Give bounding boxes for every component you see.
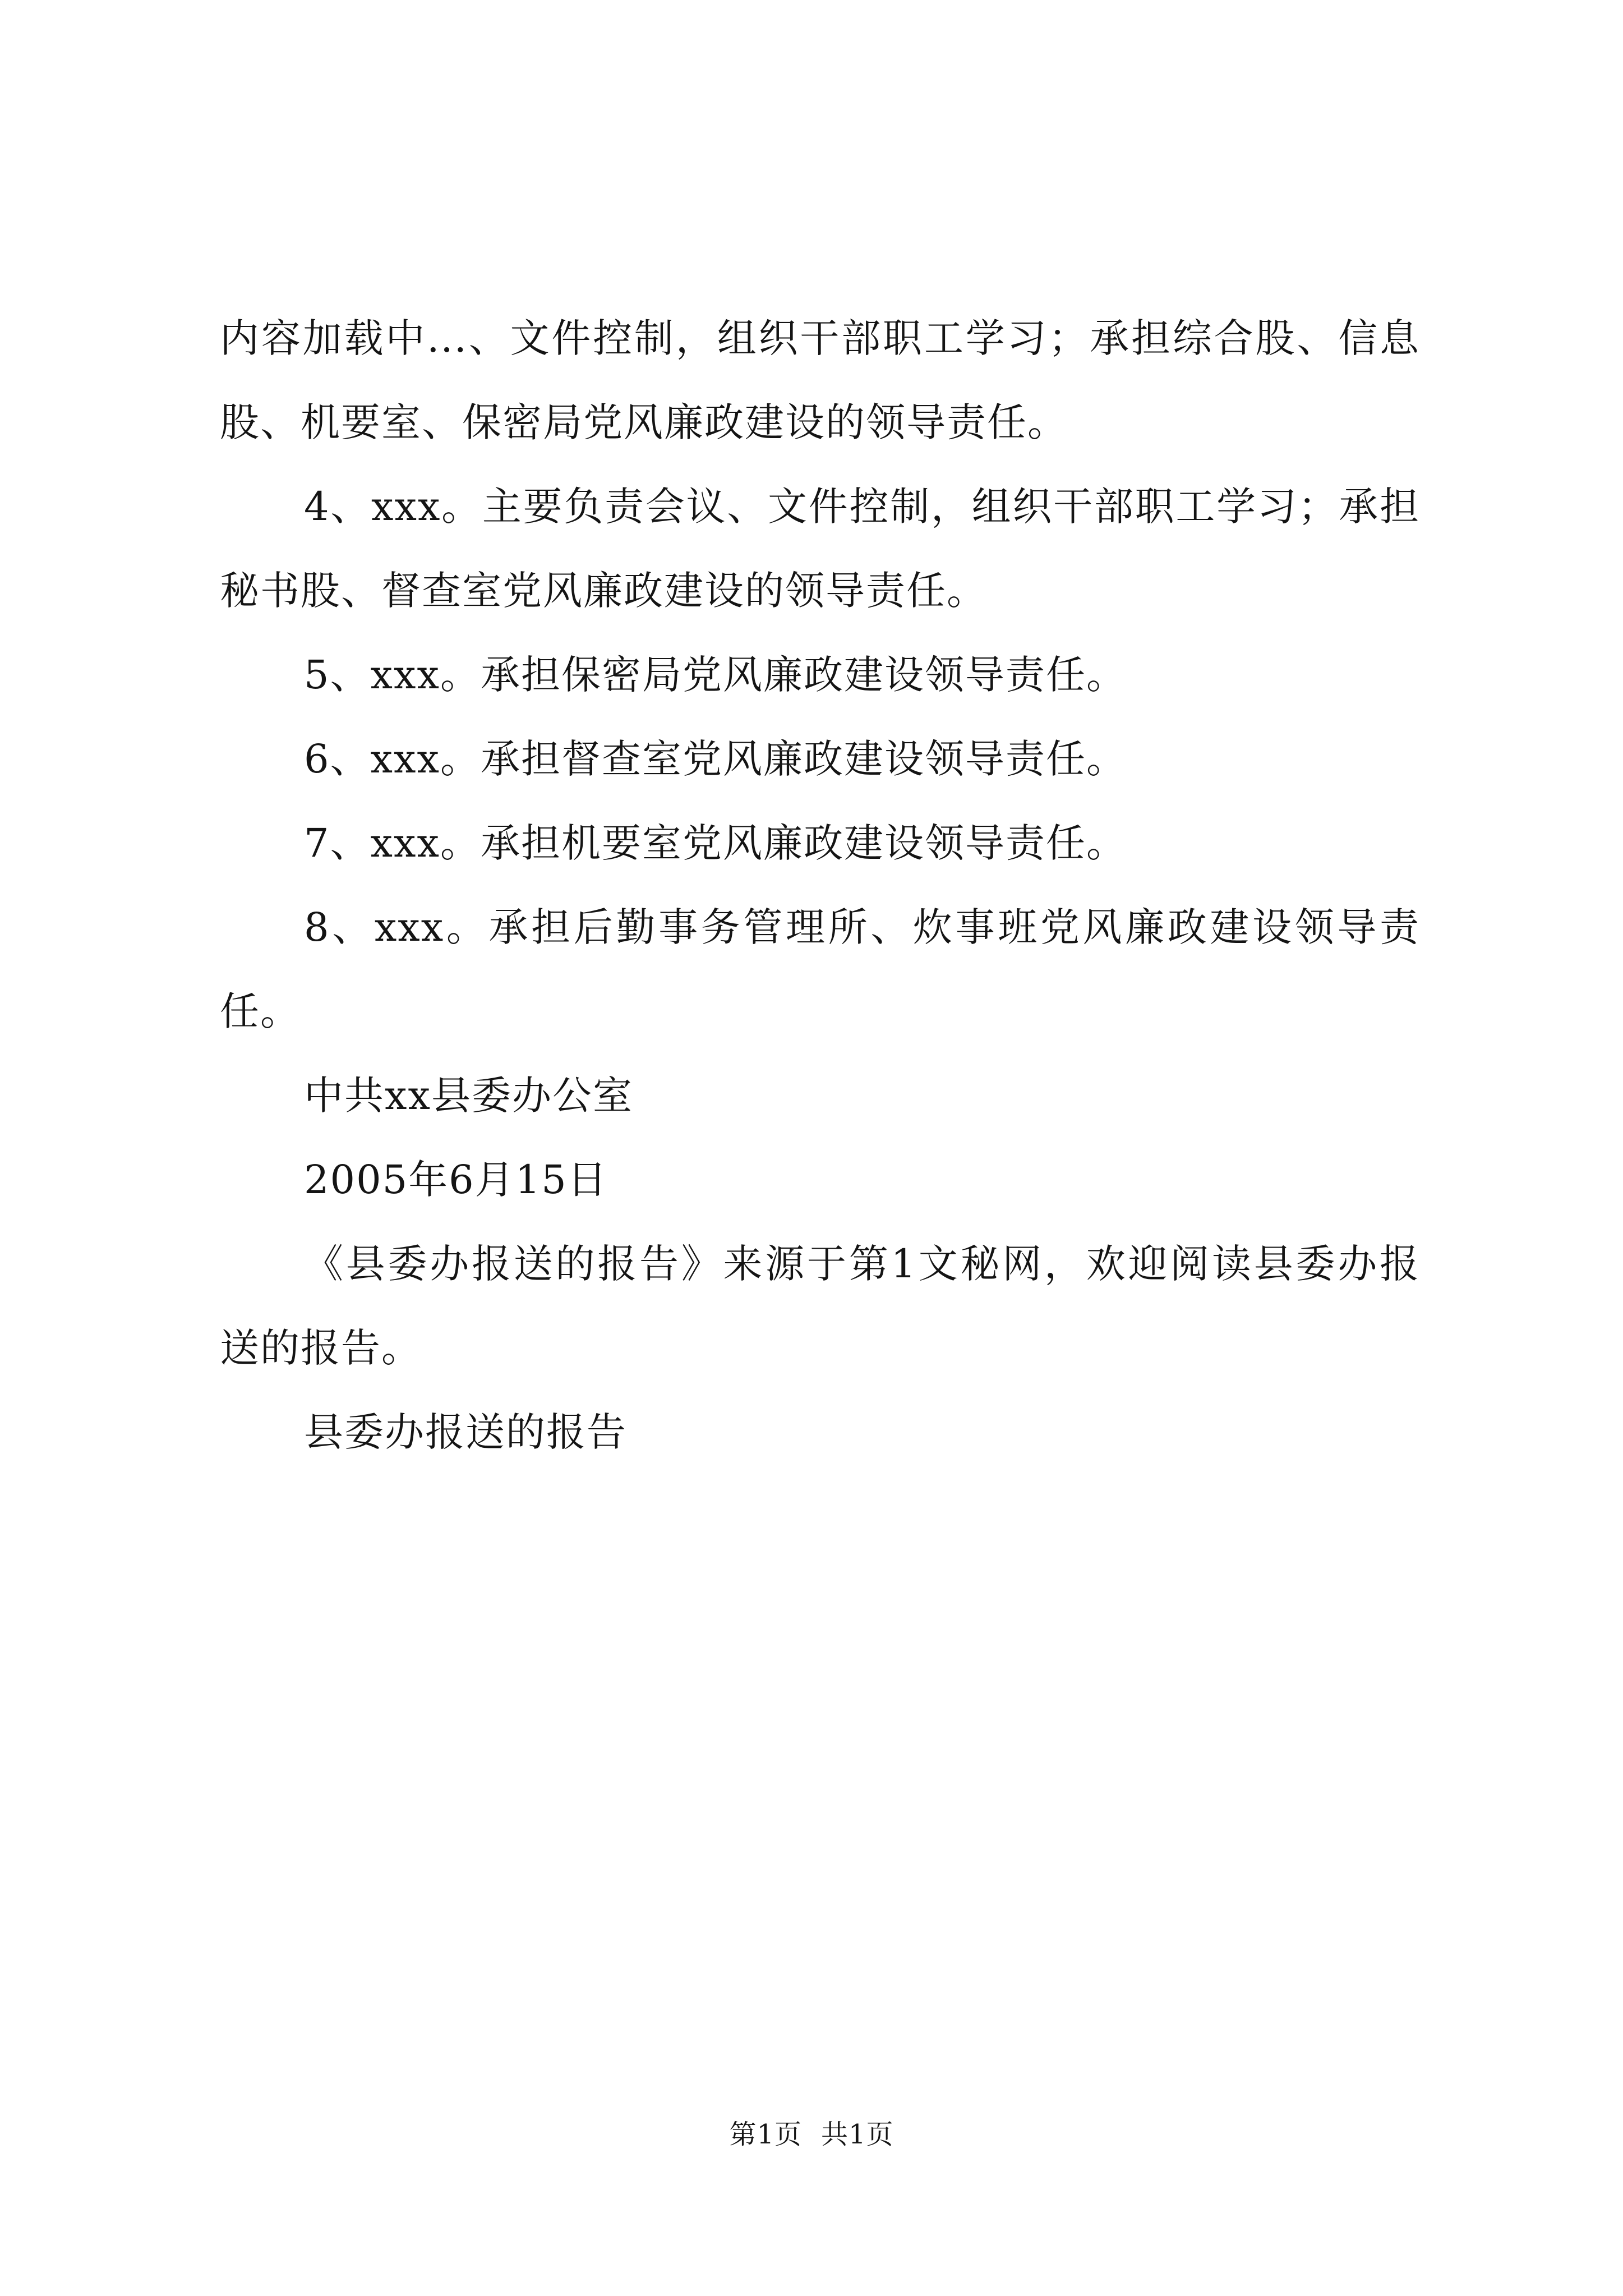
- paragraph-item-5: 5、xxx。承担保密局党风廉政建设领导责任。: [304, 652, 1127, 698]
- page-footer: [0, 2115, 1623, 2154]
- paragraph-item-4: 4、xxx。主要负责会议、文件控制，组织干部职工学习；承担秘书股、督查室党风廉政建设的领导责任。: [220, 484, 1420, 614]
- paragraph-item-8: 8、xxx。承担后勤事务管理所、炊事班党风廉政建设领导责任。: [220, 904, 1420, 1034]
- closing-title: 县委办报送的报告: [304, 1409, 627, 1455]
- signature-date: 2005年6月15日: [304, 1157, 608, 1203]
- signature-organization: 中共xx县委办公室: [304, 1073, 633, 1119]
- paragraph-continuation: 内容加载中...、文件控制，组织干部职工学习；承担综合股、信息股、机要室、保密局党风廉政建设的领导责任。: [220, 315, 1420, 445]
- page-number: 第1页: [729, 2119, 802, 2150]
- paragraph-item-6: 6、xxx。承担督查室党风廉政建设领导责任。: [304, 736, 1127, 782]
- page-total: 共1页: [821, 2119, 894, 2150]
- source-note: 《县委办报送的报告》来源于第1文秘网，欢迎阅读县委办报送的报告。: [220, 1241, 1420, 1371]
- document-body: [220, 296, 1420, 1474]
- paragraph-item-7: 7、xxx。承担机要室党风廉政建设领导责任。: [304, 820, 1127, 866]
